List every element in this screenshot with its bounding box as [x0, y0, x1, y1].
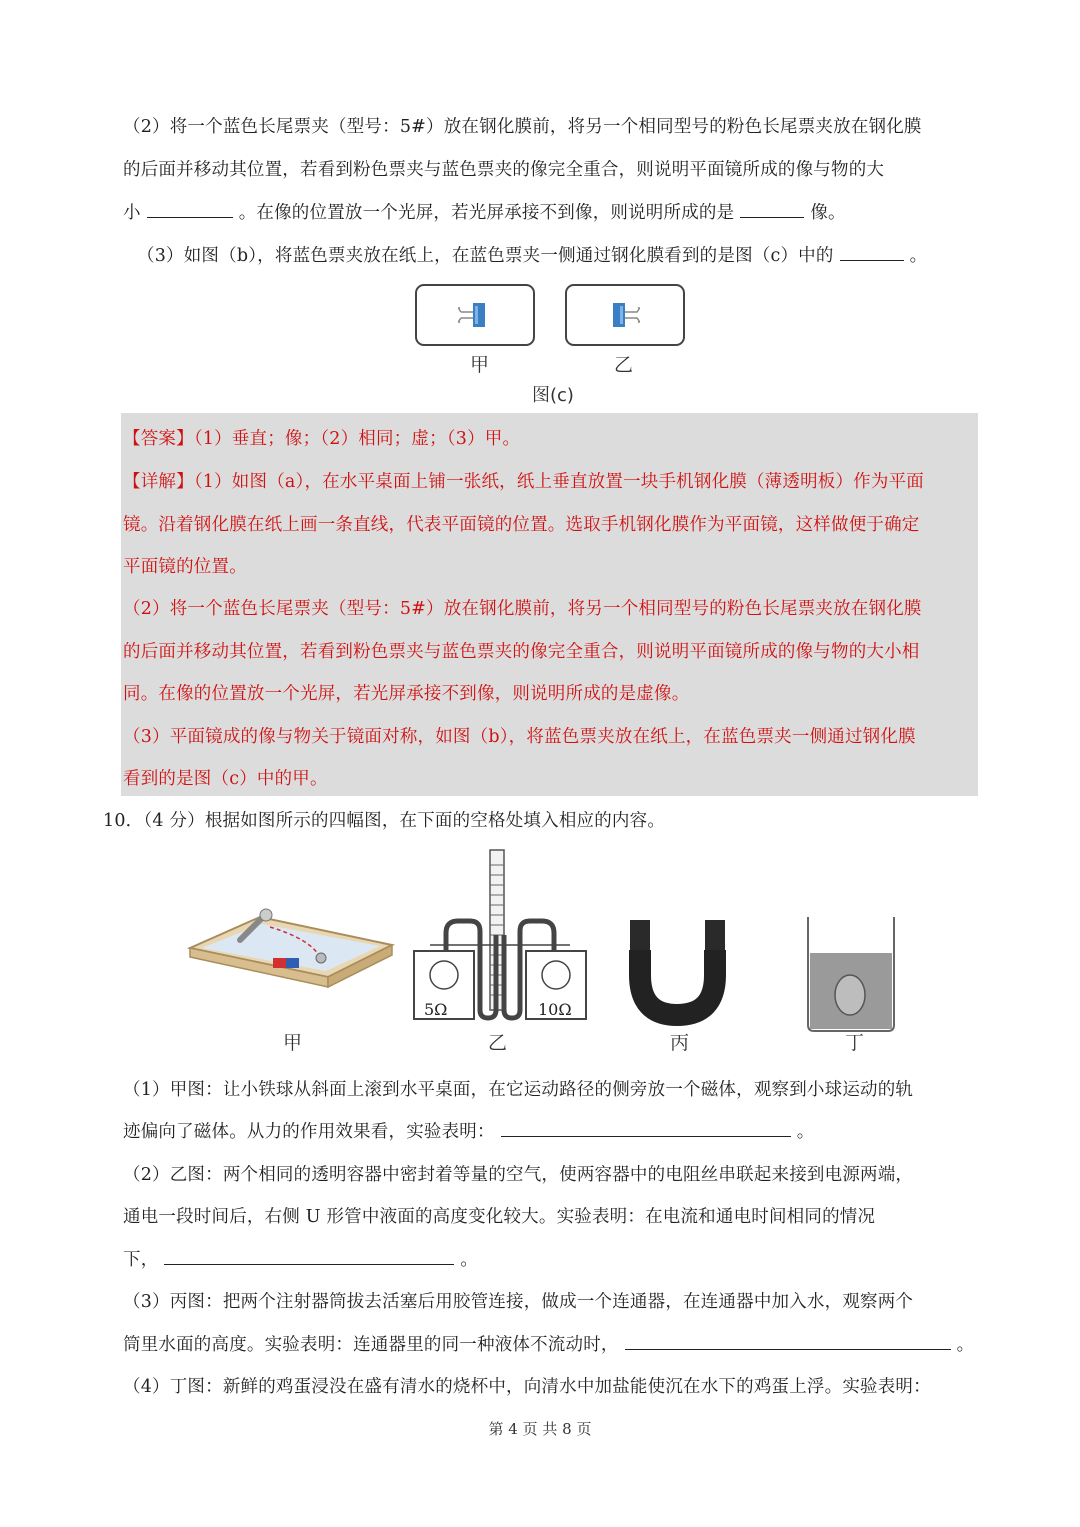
q10-part2-line3-b: 。: [460, 1250, 479, 1270]
q10-part1-line1: （1）甲图：让小铁球从斜面上滚到水平桌面，在它运动路径的侧旁放一个磁体，观察到小球运动的轨: [123, 1080, 914, 1100]
q10-part1-line2-b: 。: [796, 1122, 815, 1142]
answer-line: [123, 425, 520, 450]
beaker-with-egg-icon: [808, 917, 894, 1031]
answer-blank-connected-vessel[interactable]: [625, 1347, 951, 1350]
q10-part4-line1: （4）丁图：新鲜的鸡蛋浸没在盛有清水的烧杯中，向清水中加盐能使沉在水下的鸡蛋上浮。实验表明：: [123, 1377, 931, 1397]
page-footer: 第 4 页 共 8 页: [488, 1420, 592, 1438]
q10-stem: 10．（4 分）根据如图所示的四幅图，在下面的空格处填入相应的内容。: [103, 811, 666, 831]
explain-line5: 的后面并移动其位置，若看到粉色票夹与蓝色票夹的像完全重合，则说明平面镜所成的像与物的大小相: [123, 642, 920, 662]
explain-line2: 镜。沿着钢化膜在纸上画一条直线，代表平面镜的位置。选取手机钢化膜作为平面镜，这样做便于确定: [123, 515, 920, 535]
explain-line8: 看到的是图（c）中的甲。: [123, 769, 328, 789]
figure-c-label-yi: 乙: [614, 354, 634, 376]
q10-part1-line2: [123, 1118, 814, 1143]
answer-blank-figure-c[interactable]: [840, 258, 904, 261]
q10-part2-line2: 通电一段时间后，右侧 U 形管中液面的高度变化较大。实验表明：在电流和通电时间相同的情况: [123, 1207, 876, 1227]
answer-blank-size[interactable]: [147, 215, 233, 218]
q10-part1-line2-a: 迹偏向了磁体。从力的作用效果看，实验表明：: [123, 1122, 495, 1142]
binder-clip-icon: [417, 286, 533, 344]
q10-part3-line2-a: 筒里水面的高度。实验表明：连通器里的同一种液体不流动时，: [123, 1335, 619, 1355]
q10-part3-line2-b: 。: [956, 1335, 975, 1355]
answer-blank-image-type[interactable]: [740, 215, 804, 218]
q10-part3-line2: [123, 1331, 974, 1356]
binder-clip-mirrored-icon: [567, 286, 683, 344]
q10-part2-line3-a: 下，: [123, 1250, 159, 1270]
q10-part3-line1: （3）丙图：把两个注射器筒拔去活塞后用胶管连接，做成一个连通器，在连通器中加入水，观察两个: [123, 1292, 914, 1312]
explain-line3: 平面镜的位置。: [123, 557, 247, 577]
q10-part2-line1: （2）乙图：两个相同的透明容器中密封着等量的空气，使两容器中的电阻丝串联起来接到电源两端，: [123, 1165, 914, 1185]
q9-part3-line-b: 。: [909, 246, 928, 266]
explain-tag: 【详解】: [123, 472, 194, 492]
explain-line6: 同。在像的位置放一个光屏，若光屏承接不到像，则说明所成的是虚像。: [123, 684, 690, 704]
table-with-magnet-icon: [190, 909, 392, 987]
answer-tag: 【答案】: [123, 429, 194, 449]
q9-part2-line3-a: 小: [123, 203, 141, 223]
q9-part2-line3-b: 。在像的位置放一个光屏，若光屏承接不到像，则说明所成的是: [238, 203, 735, 223]
q10-fig-label-yi: 乙: [488, 1032, 508, 1054]
q10-fig-label-ding: 丁: [845, 1032, 865, 1054]
u-shaped-connector-icon: [630, 920, 725, 1015]
q9-part2-line3: [123, 199, 846, 224]
q9-part2-line3-c: 像。: [810, 203, 846, 223]
answer-blank-heat[interactable]: [164, 1262, 454, 1265]
q10-fig-label-bing: 丙: [670, 1032, 690, 1054]
resistor-label-10: 10Ω: [538, 1000, 572, 1019]
explain-line7: （3）平面镜成的像与物关于镜面对称，如图（b），将蓝色票夹放在纸上，在蓝色票夹一侧通过钢化膜: [123, 727, 916, 747]
explain-line1: [123, 468, 924, 493]
q10-part2-line3: [123, 1246, 478, 1271]
blue-clip: [473, 303, 485, 327]
q9-part2-line1: （2）将一个蓝色长尾票夹（型号：5#）放在钢化膜前，将另一个相同型号的粉色长尾票夹放在钢化膜: [123, 117, 922, 137]
answer-blank-force-effect[interactable]: [501, 1134, 791, 1137]
q10-figures: [180, 845, 900, 1055]
figure-c-box-jia: [415, 284, 535, 346]
figure-c-label-jia: 甲: [470, 354, 490, 376]
q10-fig-label-jia: 甲: [283, 1032, 303, 1054]
blue-clip: [613, 303, 625, 327]
explain-line4: （2）将一个蓝色长尾票夹（型号：5#）放在钢化膜前，将另一个相同型号的粉色长尾票夹放在钢化膜: [123, 599, 922, 619]
u-tube-resistor-apparatus-icon: [414, 850, 586, 1019]
figure-c-caption: 图(c): [532, 385, 574, 406]
figure-c-box-yi: [565, 284, 685, 346]
answer-text: （1）垂直；像；（2）相同；虚；（3）甲。: [193, 429, 521, 449]
q9-part2-line2: 的后面并移动其位置，若看到粉色票夹与蓝色票夹的像完全重合，则说明平面镜所成的像与物的大: [123, 160, 885, 180]
q9-part3-line-a: （3）如图（b），将蓝色票夹放在纸上，在蓝色票夹一侧通过钢化膜看到的是图（c）中的: [137, 246, 834, 266]
resistor-label-5: 5Ω: [424, 1000, 448, 1019]
q9-part3-line: [137, 242, 927, 267]
explain-text: （1）如图（a），在水平桌面上铺一张纸，纸上垂直放置一块手机钢化膜（薄透明板）作为平面: [193, 472, 924, 492]
